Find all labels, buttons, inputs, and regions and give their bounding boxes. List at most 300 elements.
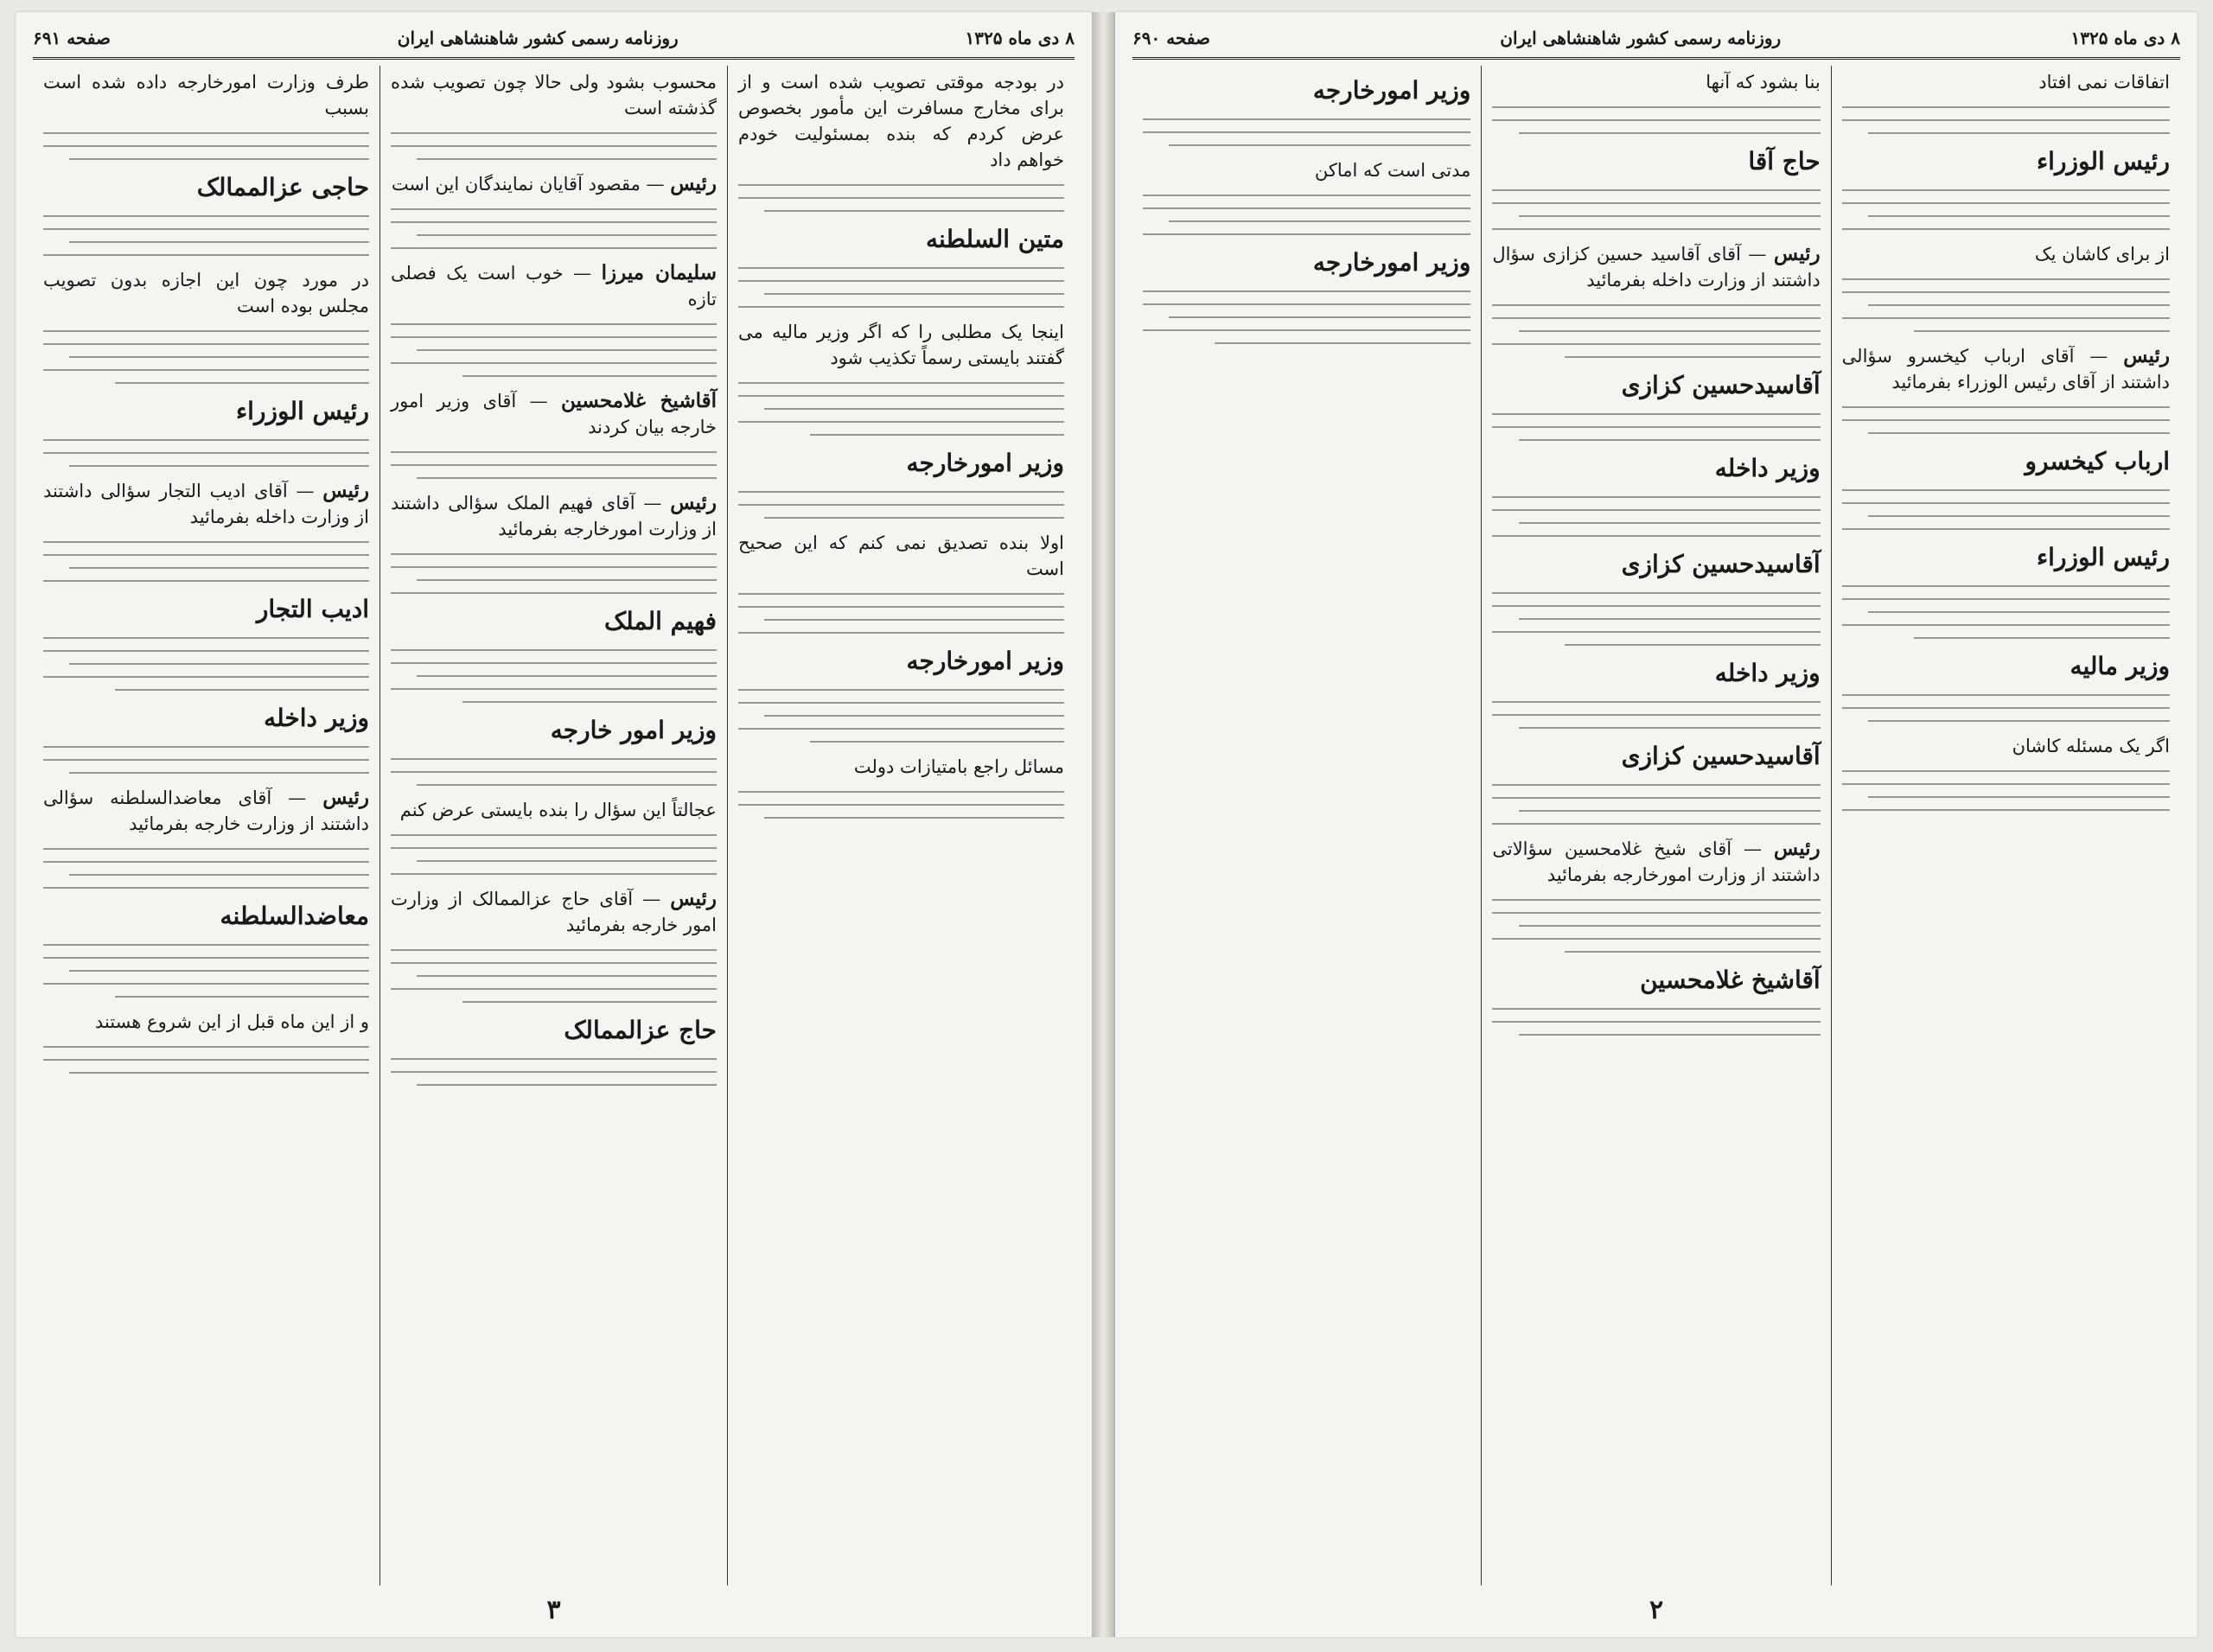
text-line-placeholder (391, 662, 717, 664)
text-line-placeholder (391, 1058, 717, 1060)
speaker-name: آقاشیخ غلامحسین (560, 389, 717, 412)
speaker-name: رئیس (1773, 837, 1821, 860)
speaker-heading: آقاسیدحسین کزازی (1621, 550, 1821, 578)
speaker-dash: — (640, 174, 671, 195)
text-line-placeholder (1842, 624, 2170, 626)
illegible-text-block (1143, 118, 1470, 146)
text-line-placeholder (1492, 119, 1820, 121)
text-line-placeholder (1492, 1021, 1820, 1023)
text-line-placeholder (764, 715, 1064, 717)
text-line-placeholder (1519, 522, 1821, 524)
text-line-placeholder (1842, 598, 2170, 600)
illegible-text-block (391, 132, 717, 160)
text-line-placeholder (391, 451, 717, 453)
text-line-placeholder (738, 632, 1064, 634)
illegible-text-block (1492, 496, 1820, 537)
illegible-text-block (1143, 195, 1470, 235)
right-journal-title: روزنامه رسمی کشور شاهنشاهی ایران (1500, 28, 1782, 48)
text-line-placeholder (1842, 119, 2170, 121)
text-line-placeholder (391, 873, 717, 875)
text-line-placeholder (43, 254, 369, 256)
illegible-text-block (738, 382, 1064, 436)
speech-text: آقای شیخ غلامحسین سؤالاتی داشتند از وزارت امورخارجه بفرمائید (1492, 839, 1821, 885)
text-line-placeholder (738, 689, 1064, 691)
speaker-name: سلیمان میرزا (601, 261, 717, 284)
speaker-name: رئیس (670, 491, 717, 514)
text-line-placeholder (1492, 106, 1820, 108)
left-column-1 (728, 66, 1075, 1585)
text-line-placeholder (1492, 592, 1820, 594)
illegible-text-block (1842, 694, 2170, 722)
text-line-placeholder (1143, 118, 1470, 120)
speaker-heading: متین السلطنه (926, 225, 1064, 253)
speaker-heading: وزیر داخله (264, 704, 369, 732)
speech-text: آقای ارباب کیخسرو سؤالی داشتند از آقای رئیس الوزراء بفرمائید (1841, 346, 2170, 392)
speaker-paragraph (1492, 241, 1820, 293)
text-line-placeholder (115, 996, 369, 998)
text-line-placeholder (1842, 202, 2170, 204)
illegible-text-block (43, 215, 369, 256)
text-line-placeholder (43, 541, 369, 543)
text-line-placeholder (1519, 330, 1821, 332)
text-line-placeholder (43, 650, 369, 652)
body-paragraph: مدتی است که اماکن (1314, 160, 1471, 181)
illegible-text-block (1492, 304, 1820, 358)
text-line-placeholder (1842, 291, 2170, 293)
body-paragraph: طرف وزارت امورخارجه داده شده است بسبب (43, 72, 369, 118)
text-line-placeholder (43, 228, 369, 230)
text-line-placeholder (391, 464, 717, 466)
speaker-heading: آقاسیدحسین کزازی (1621, 371, 1821, 399)
speaker-dash: — (516, 391, 561, 411)
illegible-text-block (391, 323, 717, 377)
text-line-placeholder (738, 197, 1064, 199)
text-line-placeholder (69, 158, 369, 160)
illegible-text-block (391, 451, 717, 479)
speech-text: آقای فهیم الملک سؤالی داشتند از وزارت امورخارجه بفرمائید (391, 493, 717, 539)
speaker-heading: وزیر امورخارجه (1312, 76, 1471, 105)
text-line-placeholder (1143, 207, 1470, 209)
speaker-paragraph (391, 171, 717, 197)
text-line-placeholder (43, 145, 369, 147)
illegible-text-block (43, 848, 369, 889)
text-line-placeholder (764, 817, 1064, 819)
speaker-name: رئیس (2123, 344, 2170, 367)
text-line-placeholder (1492, 912, 1820, 914)
speaker-heading: فهیم الملک (604, 607, 717, 635)
text-line-placeholder (1492, 426, 1820, 428)
text-line-placeholder (1519, 925, 1821, 927)
speaker-heading: وزیر مالیه (2070, 652, 2170, 680)
right-page (1115, 12, 2197, 1637)
text-line-placeholder (391, 323, 717, 325)
text-line-placeholder (43, 554, 369, 556)
text-line-placeholder (391, 771, 717, 773)
illegible-text-block (738, 791, 1064, 819)
text-line-placeholder (43, 983, 369, 985)
text-line-placeholder (391, 1071, 717, 1073)
speaker-dash: — (271, 788, 323, 808)
illegible-text-block (1492, 189, 1820, 230)
text-line-placeholder (1842, 694, 2170, 696)
speaker-paragraph (1842, 343, 2170, 395)
text-line-placeholder (1169, 220, 1470, 222)
text-line-placeholder (69, 663, 369, 665)
text-line-placeholder (1914, 330, 2170, 332)
left-page (16, 12, 1092, 1637)
text-line-placeholder (738, 267, 1064, 269)
illegible-text-block (1842, 189, 2170, 230)
illegible-text-block (43, 944, 369, 998)
illegible-text-block (1492, 899, 1820, 953)
speaker-heading: حاج آقا (1748, 147, 1821, 175)
text-line-placeholder (391, 649, 717, 651)
text-line-placeholder (738, 184, 1064, 186)
text-line-placeholder (391, 988, 717, 990)
illegible-text-block (391, 553, 717, 594)
speaker-heading: وزیر امورخارجه (906, 647, 1064, 675)
text-line-placeholder (1842, 317, 2170, 319)
text-line-placeholder (1492, 797, 1820, 799)
text-line-placeholder (1868, 132, 2170, 134)
speaker-heading: رئیس الوزراء (2037, 543, 2170, 571)
text-line-placeholder (738, 421, 1064, 423)
body-paragraph: اولا بنده تصدیق نمی کنم که این صحیح است (738, 533, 1064, 579)
text-line-placeholder (417, 234, 717, 236)
illegible-text-block (391, 208, 717, 249)
text-line-placeholder (391, 949, 717, 951)
left-page-date: ۸ دی ماه ۱۳۲۵ (965, 28, 1075, 48)
text-line-placeholder (417, 860, 717, 862)
right-page-label: صفحه ۶۹۰ (1132, 28, 1210, 48)
text-line-placeholder (1842, 783, 2170, 785)
text-line-placeholder (417, 477, 717, 479)
text-line-placeholder (462, 1001, 717, 1003)
speech-text: آقای ادیب التجار سؤالی داشتند از وزارت داخله بفرمائید (43, 481, 369, 527)
illegible-text-block (1842, 585, 2170, 639)
text-line-placeholder (1492, 317, 1820, 319)
speaker-heading: وزیر داخله (1714, 659, 1821, 687)
illegible-text-block (738, 491, 1064, 519)
text-line-placeholder (1868, 515, 2170, 517)
speech-text: خوب است یک فصلی تازه (391, 263, 717, 309)
text-line-placeholder (391, 247, 717, 249)
speaker-paragraph (391, 490, 717, 542)
text-line-placeholder (391, 592, 717, 594)
text-line-placeholder (1492, 823, 1820, 825)
text-line-placeholder (417, 975, 717, 977)
body-paragraph: و از این ماه قبل از این شروع هستند (94, 1011, 369, 1032)
text-line-placeholder (1842, 406, 2170, 408)
body-paragraph: محسوب بشود ولی حالا چون تصویب شده گذشته است (391, 72, 717, 118)
text-line-placeholder (43, 132, 369, 134)
text-line-placeholder (1842, 489, 2170, 491)
text-line-placeholder (1143, 329, 1470, 331)
text-line-placeholder (1519, 618, 1821, 620)
left-page-label: صفحه ۶۹۱ (33, 28, 111, 48)
text-line-placeholder (115, 382, 369, 384)
text-line-placeholder (738, 382, 1064, 384)
illegible-text-block (43, 637, 369, 691)
text-line-placeholder (1565, 951, 1821, 953)
speech-text: آقای معاضدالسلطنه سؤالی داشتند از وزارت خارجه بفرمائید (43, 788, 369, 834)
body-paragraph: در مورد چون این اجازه بدون تصویب مجلس بوده است (43, 270, 369, 316)
text-line-placeholder (738, 280, 1064, 282)
illegible-text-block (43, 1046, 369, 1074)
text-line-placeholder (1492, 343, 1820, 345)
text-line-placeholder (43, 887, 369, 889)
speaker-heading: وزیر امورخارجه (906, 449, 1064, 477)
speaker-heading: حاج عزالممالک (564, 1016, 717, 1044)
illegible-text-block (1492, 592, 1820, 646)
text-line-placeholder (1143, 131, 1470, 133)
text-line-placeholder (69, 241, 369, 243)
text-line-placeholder (1492, 413, 1820, 415)
text-line-placeholder (1215, 342, 1470, 344)
text-line-placeholder (391, 221, 717, 223)
text-line-placeholder (43, 369, 369, 371)
text-line-placeholder (1868, 304, 2170, 306)
text-line-placeholder (1492, 1008, 1820, 1010)
illegible-text-block (391, 758, 717, 786)
text-line-placeholder (391, 834, 717, 836)
binding-gutter (1092, 12, 1115, 1637)
text-line-placeholder (43, 944, 369, 946)
illegible-text-block (391, 834, 717, 875)
text-line-placeholder (1143, 195, 1470, 196)
text-line-placeholder (1842, 228, 2170, 230)
text-line-placeholder (115, 689, 369, 691)
text-line-placeholder (43, 676, 369, 678)
speaker-name: رئیس (1773, 242, 1821, 265)
text-line-placeholder (738, 702, 1064, 704)
text-line-placeholder (1492, 509, 1820, 511)
text-line-placeholder (1519, 132, 1821, 134)
text-line-placeholder (1492, 202, 1820, 204)
text-line-placeholder (764, 293, 1064, 295)
text-line-placeholder (43, 957, 369, 959)
text-line-placeholder (1868, 796, 2170, 798)
text-line-placeholder (1519, 215, 1821, 217)
text-line-placeholder (43, 452, 369, 454)
speaker-name: رئیس (670, 887, 717, 910)
text-line-placeholder (1565, 644, 1821, 646)
illegible-text-block (43, 330, 369, 384)
text-line-placeholder (1492, 701, 1820, 703)
text-line-placeholder (1842, 585, 2170, 587)
body-paragraph: در بودجه موقتی تصویب شده است و از برای مخارج مسافرت این مأمور بخصوص عرض کردم که بنده بمسئولیت خودم خواهم داد (738, 72, 1064, 170)
text-line-placeholder (391, 132, 717, 134)
text-line-placeholder (417, 579, 717, 581)
text-line-placeholder (1565, 356, 1821, 358)
illegible-text-block (43, 132, 369, 160)
text-line-placeholder (1492, 938, 1820, 940)
speaker-dash: — (287, 481, 323, 501)
text-line-placeholder (738, 395, 1064, 397)
speaker-paragraph (391, 388, 717, 440)
speaker-heading: معاضدالسلطنه (220, 902, 369, 930)
speech-text: آقای آقاسید حسین کزازی سؤال داشتند از وزارت داخله بفرمائید (1492, 244, 1821, 290)
text-line-placeholder (738, 606, 1064, 608)
body-paragraph: بنا بشود که آنها (1706, 72, 1821, 92)
text-line-placeholder (1169, 316, 1470, 318)
text-line-placeholder (43, 759, 369, 761)
illegible-text-block (1492, 701, 1820, 729)
illegible-text-block (738, 593, 1064, 634)
text-line-placeholder (1492, 714, 1820, 716)
text-line-placeholder (1492, 535, 1820, 537)
text-line-placeholder (810, 434, 1064, 436)
text-line-placeholder (391, 962, 717, 964)
right-folio: ۲ (1649, 1595, 1664, 1625)
text-line-placeholder (417, 1084, 717, 1086)
right-columns (1132, 66, 2180, 1585)
text-line-placeholder (43, 215, 369, 217)
text-line-placeholder (1143, 233, 1470, 235)
text-line-placeholder (69, 356, 369, 358)
text-line-placeholder (738, 306, 1064, 308)
text-line-placeholder (1492, 631, 1820, 633)
body-paragraph: مسائل راجع بامتیازات دولت (853, 756, 1064, 777)
text-line-placeholder (391, 208, 717, 210)
left-page-header (33, 19, 1075, 60)
text-line-placeholder (391, 566, 717, 568)
illegible-text-block (738, 689, 1064, 743)
text-line-placeholder (1842, 528, 2170, 530)
illegible-text-block (738, 267, 1064, 308)
speaker-heading: رئیس الوزراء (236, 397, 369, 425)
text-line-placeholder (1169, 144, 1470, 146)
text-line-placeholder (391, 336, 717, 338)
speaker-dash: — (1731, 839, 1774, 859)
illegible-text-block (1842, 489, 2170, 530)
text-line-placeholder (391, 145, 717, 147)
text-line-placeholder (391, 847, 717, 849)
text-line-placeholder (1842, 106, 2170, 108)
right-column-1 (1832, 66, 2180, 1585)
text-line-placeholder (1519, 439, 1821, 441)
text-line-placeholder (1842, 809, 2170, 811)
text-line-placeholder (69, 1072, 369, 1074)
text-line-placeholder (810, 741, 1064, 743)
left-column-3 (33, 66, 380, 1585)
speaker-heading: آقاشیخ غلامحسین (1640, 966, 1821, 994)
speaker-dash: — (563, 263, 602, 284)
illegible-text-block (1492, 784, 1820, 825)
right-column-2 (1482, 66, 1831, 1585)
speaker-heading: ارباب کیخسرو (2025, 447, 2170, 475)
speaker-heading: وزیر امور خارجه (550, 716, 717, 744)
text-line-placeholder (391, 362, 717, 364)
text-line-placeholder (462, 375, 717, 377)
text-line-placeholder (43, 343, 369, 345)
text-line-placeholder (417, 675, 717, 677)
text-line-placeholder (1842, 502, 2170, 504)
text-line-placeholder (69, 772, 369, 774)
text-line-placeholder (43, 1059, 369, 1061)
speaker-heading: آقاسیدحسین کزازی (1621, 742, 1821, 770)
text-line-placeholder (1519, 1034, 1821, 1036)
illegible-text-block (1143, 290, 1470, 344)
text-line-placeholder (764, 408, 1064, 410)
right-page-header (1132, 19, 2180, 60)
text-line-placeholder (1842, 278, 2170, 280)
text-line-placeholder (738, 593, 1064, 595)
text-line-placeholder (1492, 304, 1820, 306)
text-line-placeholder (1519, 727, 1821, 729)
illegible-text-block (43, 541, 369, 582)
text-line-placeholder (1492, 899, 1820, 901)
text-line-placeholder (391, 758, 717, 760)
text-line-placeholder (1492, 228, 1820, 230)
text-line-placeholder (1842, 707, 2170, 709)
text-line-placeholder (764, 517, 1064, 519)
body-paragraph: اگر یک مسئله کاشان (2012, 736, 2170, 756)
speaker-dash: — (1740, 244, 1774, 265)
text-line-placeholder (1519, 810, 1821, 812)
text-line-placeholder (417, 784, 717, 786)
text-line-placeholder (1492, 496, 1820, 498)
text-line-placeholder (43, 330, 369, 332)
text-line-placeholder (738, 728, 1064, 730)
text-line-placeholder (1842, 419, 2170, 421)
speaker-paragraph (1492, 836, 1820, 888)
text-line-placeholder (1842, 189, 2170, 191)
right-page-date: ۸ دی ماه ۱۳۲۵ (2070, 28, 2180, 48)
illegible-text-block (1492, 106, 1820, 134)
right-column-3 (1132, 66, 1482, 1585)
illegible-text-block (1492, 413, 1820, 441)
text-line-placeholder (391, 553, 717, 555)
speaker-heading: وزیر امورخارجه (1312, 248, 1471, 277)
text-line-placeholder (1492, 784, 1820, 786)
speaker-paragraph (43, 785, 369, 837)
speaker-dash: — (633, 889, 671, 909)
text-line-placeholder (1868, 432, 2170, 434)
left-journal-title: روزنامه رسمی کشور شاهنشاهی ایران (397, 28, 679, 48)
speech-text: مقصود آقایان نمایندگان این است (391, 174, 641, 195)
speech-text: آقای حاج عزالممالک از وزارت امور خارجه بفرمائید (391, 889, 717, 935)
text-line-placeholder (738, 504, 1064, 506)
text-line-placeholder (1914, 637, 2170, 639)
speaker-dash: — (2074, 346, 2124, 367)
text-line-placeholder (417, 349, 717, 351)
speaker-heading: ادیب التجار (256, 595, 369, 623)
text-line-placeholder (43, 1046, 369, 1048)
speaker-paragraph (391, 886, 717, 938)
speaker-name: رئیس (322, 479, 369, 502)
speaker-name: رئیس (322, 786, 369, 809)
illegible-text-block (391, 649, 717, 703)
speaker-name: رئیس (670, 172, 717, 195)
text-line-placeholder (391, 688, 717, 690)
text-line-placeholder (1492, 189, 1820, 191)
illegible-text-block (1492, 1008, 1820, 1036)
illegible-text-block (1842, 278, 2170, 332)
text-line-placeholder (738, 491, 1064, 493)
body-paragraph: از برای کاشان یک (2034, 244, 2170, 265)
text-line-placeholder (462, 701, 717, 703)
speaker-heading: حاجی عزالممالک (196, 173, 369, 201)
text-line-placeholder (1492, 605, 1820, 607)
illegible-text-block (1842, 106, 2170, 134)
text-line-placeholder (764, 210, 1064, 212)
text-line-placeholder (1842, 770, 2170, 772)
speaker-paragraph (391, 260, 717, 312)
illegible-text-block (43, 746, 369, 774)
text-line-placeholder (69, 567, 369, 569)
text-line-placeholder (69, 874, 369, 876)
